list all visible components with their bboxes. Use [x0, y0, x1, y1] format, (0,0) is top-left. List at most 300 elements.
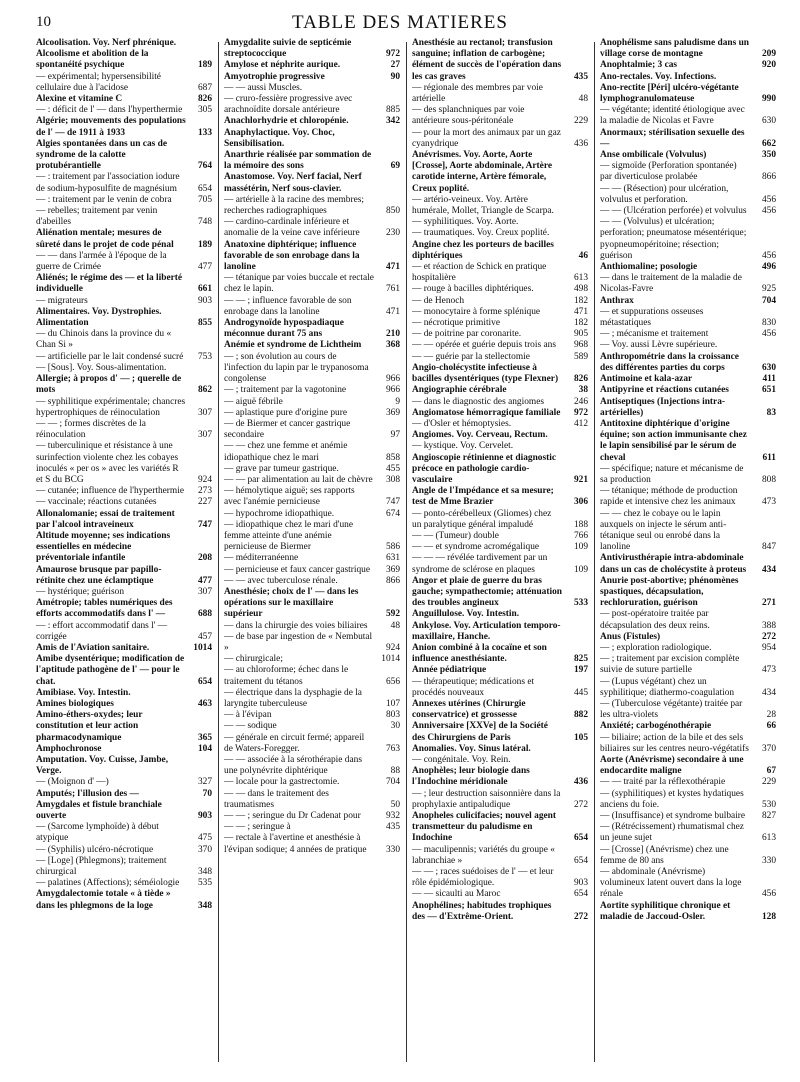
- index-entry: [36, 228, 212, 250]
- entry-text: — — traité par la réflexothérapie: [600, 777, 726, 788]
- entry-text: — artificielle par le lait condensé sucré: [36, 351, 184, 362]
- column-divider: [218, 42, 219, 1062]
- index-entry: [412, 329, 588, 340]
- entry-text: — de base par ingestion de « Nembutal »: [224, 631, 373, 653]
- index-entry: [600, 867, 776, 901]
- index-entry: [36, 800, 212, 822]
- entry-page: 656: [385, 676, 400, 687]
- index-entry: [36, 845, 212, 856]
- index-entry: [224, 576, 400, 587]
- entry-page: 97: [390, 430, 400, 441]
- index-entry: [600, 699, 776, 721]
- index-entry: [600, 822, 776, 844]
- entry-page: 342: [385, 116, 400, 127]
- index-entry: [224, 408, 400, 419]
- index-entry: [224, 94, 400, 116]
- entry-text: — traumatiques. Voy. Creux poplité.: [412, 228, 550, 239]
- entry-text: — : traitement par le venin de cobra: [36, 194, 172, 205]
- index-entry: [412, 419, 588, 430]
- entry-text: — hystérique; guérison: [36, 586, 125, 597]
- index-entry: [412, 340, 588, 351]
- entry-text: — : déficit de l' — dans l'hyperthermie: [36, 105, 183, 116]
- entry-text: — — sodique: [224, 721, 277, 732]
- entry-text: — idiopathique chez le mari d'une femme atteinte d'une anémie pernicieuse de Biermer: [224, 519, 353, 553]
- index-entry: [36, 889, 212, 911]
- index-entry: [36, 497, 212, 508]
- entry-page: 613: [573, 273, 588, 284]
- entry-text: — ; mécanisme et traitement: [600, 329, 709, 340]
- entry-text: — maculipennis; variétés du groupe « labranchiae »: [412, 844, 555, 866]
- index-entry: [36, 777, 212, 788]
- entry-text: — syphilitiques. Voy. Aorte.: [412, 217, 519, 228]
- entry-text: Aorte (Anévrisme) secondaire à une endocardite maligne: [600, 755, 744, 777]
- entry-text: — hémolytique aiguë; ses rapports avec l'anémie pernicieuse: [224, 486, 355, 508]
- entry-text: Anophélisme sans paludisme dans un village corse de montagne: [600, 38, 750, 60]
- entry-text: — tétanique; méthode de production rapide et intensive chez les animaux: [600, 486, 738, 508]
- entry-page: 348: [197, 900, 212, 911]
- entry-text: Amylose et néphrite aurique.: [224, 60, 341, 71]
- entry-page: 272: [573, 911, 588, 922]
- index-entry: [224, 419, 400, 441]
- entry-text: — tuberculinique et résistance à une surinfection violente chez les cobayes inoculés « per os » avec les variétés R et S du BCG: [36, 441, 179, 485]
- entry-text: Anurie post-abortive; phénomènes spastiques, décapsulation, rechloruration, guérison: [600, 575, 739, 609]
- index-entry: [600, 72, 776, 83]
- entry-text: — dans la chirurgie des voies biliaires: [224, 620, 368, 631]
- index-entry: [224, 755, 400, 777]
- entry-text: — à l'évipan: [224, 710, 272, 721]
- entry-text: — du Chinois dans la province du « Chan Si »: [36, 329, 172, 351]
- index-entry: [224, 150, 400, 172]
- entry-page: 229: [573, 116, 588, 127]
- index-entry: [224, 273, 400, 295]
- index-entry: [600, 60, 776, 71]
- entry-page: 189: [197, 60, 212, 71]
- entry-page: 613: [761, 833, 776, 844]
- index-entry: [224, 654, 400, 665]
- index-entry: [36, 744, 212, 755]
- entry-page: 535: [197, 878, 212, 889]
- entry-page: 272: [761, 631, 776, 642]
- entry-text: Anaphylactique. Voy. Choc, Sensibilisation.: [224, 127, 335, 149]
- entry-page: 473: [761, 497, 776, 508]
- index-entry: [224, 60, 400, 71]
- index-entry: [412, 621, 588, 643]
- entry-page: 903: [197, 295, 212, 306]
- entry-text: — grave par tumeur gastrique.: [224, 463, 339, 474]
- index-entry: [224, 733, 400, 755]
- entry-page: 477: [197, 575, 212, 586]
- index-entry: [224, 553, 400, 564]
- index-entry: [600, 721, 776, 732]
- entry-page: 630: [761, 362, 776, 373]
- entry-text: — ponto-cérébelleux (Gliomes) chez un paralytique général impaludé: [412, 508, 552, 530]
- entry-text: — de poitrine par coronarite.: [412, 329, 522, 340]
- entry-text: — cruro-fessière progressive avec arachnoïdite dorsale antérieure: [224, 94, 353, 116]
- entry-text: Antiseptiques (Injections intra-artérielles): [600, 396, 726, 418]
- index-entry: [600, 789, 776, 811]
- index-entry: [600, 262, 776, 273]
- index-entry: [412, 228, 588, 239]
- entry-page: 968: [573, 340, 588, 351]
- entry-text: Anophtalmie; 3 cas: [600, 60, 678, 71]
- entry-text: Antipyrine et réactions cutanées: [600, 385, 729, 396]
- entry-page: 803: [385, 710, 400, 721]
- entry-page: 885: [385, 105, 400, 116]
- entry-page: 463: [197, 698, 212, 709]
- index-entry: [600, 777, 776, 788]
- entry-text: Ano-rectite [Péri] ulcéro-végétante lymphogranulomateuse: [600, 82, 739, 105]
- index-entry: [600, 184, 776, 206]
- entry-page: 530: [761, 799, 776, 810]
- entry-page: 307: [197, 586, 212, 597]
- index-entry: [36, 878, 212, 889]
- index-entry: [36, 654, 212, 688]
- entry-page: 654: [573, 833, 588, 844]
- entry-page: 308: [385, 474, 400, 485]
- entry-page: 688: [197, 609, 212, 620]
- entry-text: — nécrotique primitive: [412, 318, 500, 329]
- entry-page: 208: [197, 553, 212, 564]
- entry-text: — — ; influence favorable de son enrobage dans la lanoline: [224, 295, 352, 317]
- index-entry: [36, 307, 212, 318]
- entry-page: 46: [578, 250, 588, 261]
- entry-page: 457: [197, 631, 212, 642]
- entry-text: — kystique. Voy. Cervelet.: [412, 441, 514, 452]
- index-entry: [36, 710, 212, 744]
- entry-text: — locale pour la gastrectomie.: [224, 777, 340, 788]
- entry-page: 370: [197, 844, 212, 855]
- entry-text: — méditerranéenne: [224, 553, 299, 564]
- entry-page: 70: [202, 788, 212, 799]
- index-entry: [412, 38, 588, 83]
- index-entry: [224, 464, 400, 475]
- entry-text: Anesthésie; choix de l' — dans les opérations sur le maxillaire supérieur: [224, 586, 359, 620]
- entry-text: Amis de l'Aviation sanitaire.: [36, 642, 150, 653]
- entry-text: Amygdalite suivie de septicémie streptococcique: [224, 38, 352, 60]
- entry-text: — sigmoïde (Perforation spontanée) par diverticulose prolabée: [600, 161, 737, 183]
- entry-text: Amaurose brusque par papillo-rétinite chez une éclamptique: [36, 564, 162, 586]
- entry-page: 847: [761, 542, 776, 553]
- index-entry: [600, 206, 776, 217]
- index-entry: [412, 576, 588, 610]
- entry-text: Amibiase. Voy. Intestin.: [36, 687, 131, 698]
- index-entry: [412, 766, 588, 788]
- entry-page: 128: [761, 911, 776, 922]
- entry-page: 764: [197, 161, 212, 172]
- entry-page: 9: [395, 396, 400, 407]
- index-entry: [224, 340, 400, 351]
- entry-text: — (Sarcome lymphoïde) à début atypique: [36, 822, 159, 844]
- entry-page: 473: [761, 665, 776, 676]
- entry-page: 630: [761, 116, 776, 127]
- index-entry: [412, 105, 588, 127]
- entry-page: 631: [385, 553, 400, 564]
- page-header: [0, 10, 800, 36]
- entry-page: 611: [762, 452, 776, 463]
- page-number: 10: [36, 14, 51, 30]
- entry-text: Allergie; à propos d' — ; querelle de mots: [36, 374, 182, 396]
- index-entry: [412, 385, 588, 396]
- index-entry: [224, 665, 400, 687]
- index-entry: [36, 598, 212, 620]
- entry-page: 456: [761, 889, 776, 900]
- index-entry: [224, 172, 400, 194]
- index-entry: [224, 296, 400, 318]
- index-entry: [600, 329, 776, 340]
- index-entry: [224, 565, 400, 576]
- index-entry: [600, 150, 776, 161]
- index-entry: [412, 486, 588, 508]
- index-entry: [412, 150, 588, 195]
- entry-page: 954: [761, 642, 776, 653]
- index-entry: [36, 49, 212, 71]
- entry-page: 307: [197, 430, 212, 441]
- entry-page: 761: [385, 284, 400, 295]
- entry-text: — — avec tuberculose rénale.: [224, 575, 338, 586]
- entry-text: — palatines (Affections); séméiologie: [36, 878, 180, 889]
- entry-text: Anémie et syndrome de Lichtheim: [224, 340, 362, 351]
- index-entry: [412, 677, 588, 699]
- index-entry: [36, 643, 212, 654]
- entry-page: 83: [766, 407, 776, 418]
- index-entry: [412, 453, 588, 487]
- entry-page: 109: [573, 564, 588, 575]
- page-title: TABLE DES MATIERES: [292, 12, 508, 33]
- entry-text: — — par alimentation au lait de chèvre: [224, 474, 373, 485]
- entry-page: 66: [766, 721, 776, 732]
- index-entry: [36, 755, 212, 777]
- entry-page: 210: [385, 329, 400, 340]
- index-entry: [36, 318, 212, 329]
- entry-page: 990: [761, 94, 776, 105]
- index-entry: [36, 195, 212, 206]
- entry-page: 766: [573, 530, 588, 541]
- entry-text: Angiomatose hémorragique familiale: [412, 407, 561, 418]
- entry-text: — spécifique; nature et mécanisme de sa production: [600, 463, 744, 485]
- entry-page: 586: [385, 542, 400, 553]
- entry-text: — ; traitement par excision complète suivie de suture partielle: [600, 654, 740, 676]
- entry-text: — : effort accommodatif dans l' — corrigée: [36, 620, 168, 642]
- index-entry: [600, 901, 776, 923]
- entry-text: Anniversaire [XXVe] de la Société des Chirurgiens de Paris: [412, 721, 548, 743]
- index-entry: [36, 206, 212, 228]
- entry-text: Antitoxine diphtérique d'origine équine; son action immunisante chez le lapin sensibilisé par le sérum de cheval: [600, 418, 747, 463]
- entry-page: 388: [761, 620, 776, 631]
- entry-page: 69: [390, 161, 400, 172]
- entry-text: Amibe dysentérique; modification de l'aptitude pathogène de l' — pour le chat.: [36, 654, 185, 687]
- entry-text: Angor et plaie de guerre du bras gauche; sympathectomie; atténuation des troubles angineux: [412, 575, 562, 609]
- index-entry: [36, 105, 212, 116]
- index-entry: [412, 845, 588, 867]
- entry-text: — et réaction de Schick en pratique hospitalière: [412, 262, 547, 284]
- entry-page: 369: [385, 407, 400, 418]
- index-entry: [224, 721, 400, 732]
- index-entry: [224, 83, 400, 94]
- index-entry: [224, 587, 400, 621]
- entry-text: Anguillulose. Voy. Intestin.: [412, 609, 520, 620]
- entry-page: 471: [385, 262, 400, 273]
- entry-page: 826: [197, 94, 212, 105]
- entry-text: Anachlorhydrie et chloropénie.: [224, 116, 349, 127]
- entry-page: 830: [761, 318, 776, 329]
- entry-text: — et suppurations osseuses métastatiques: [600, 306, 704, 329]
- index-entry: [412, 195, 588, 217]
- entry-text: — — opérée et guérie depuis trois ans: [412, 340, 556, 351]
- entry-text: Anthrax: [600, 295, 634, 306]
- entry-page: 107: [385, 698, 400, 709]
- entry-page: 826: [573, 374, 588, 385]
- entry-text: Amphochronose: [36, 743, 102, 754]
- entry-text: — ; leur destruction saisonnière dans la prophylaxie antipaludique: [412, 788, 561, 810]
- entry-page: 920: [761, 60, 776, 71]
- entry-text: Angiomes. Voy. Cerveau, Rectum.: [412, 430, 548, 441]
- entry-page: 704: [385, 777, 400, 788]
- index-entry: [412, 240, 588, 262]
- entry-text: — [Sous]. Voy. Sous-alimentation.: [36, 362, 167, 373]
- entry-text: — [Crosse] (Anévrisme) chez une femme de 80 ans: [600, 844, 729, 866]
- index-entry: [224, 385, 400, 396]
- index-entry: [412, 811, 588, 845]
- index-entry: [412, 509, 588, 531]
- entry-page: 855: [197, 318, 212, 329]
- index-entry: [36, 116, 212, 138]
- index-entry: [412, 531, 588, 542]
- entry-page: 436: [573, 777, 588, 788]
- entry-page: 456: [761, 329, 776, 340]
- entry-page: 475: [197, 833, 212, 844]
- index-entry: [36, 822, 212, 844]
- index-entry: [412, 789, 588, 811]
- index-entry: [224, 833, 400, 855]
- index-entry: [36, 251, 212, 273]
- entry-text: Ano-rectales. Voy. Infections.: [600, 71, 717, 82]
- entry-page: 48: [578, 94, 588, 105]
- entry-page: 533: [573, 598, 588, 609]
- index-entry: [36, 329, 212, 351]
- entry-text: — pour la mort des animaux par un gaz cyanydrique: [412, 127, 561, 149]
- entry-text: — vaccinale; réactions cutanées: [36, 497, 157, 508]
- index-entry: [224, 509, 400, 520]
- entry-text: Anormaux; stérilisation sexuelle des —: [600, 127, 745, 149]
- entry-page: 306: [573, 497, 588, 508]
- entry-page: 705: [197, 194, 212, 205]
- index-column-4: [600, 38, 776, 1068]
- entry-page: 651: [761, 385, 776, 396]
- index-entry: [224, 789, 400, 811]
- index-entry: [36, 94, 212, 105]
- entry-text: — [Loge] (Phlegmons); traitement chirurgical: [36, 855, 167, 878]
- entry-text: — migrateurs: [36, 295, 88, 306]
- entry-page: 436: [573, 138, 588, 149]
- entry-text: — pernicieuse et faux cancer gastrique: [224, 564, 371, 575]
- index-entry: [36, 509, 212, 531]
- index-entry: [600, 340, 776, 351]
- entry-text: Anthiomaline; posologie: [600, 262, 698, 273]
- entry-text: Aliénation mentale; mesures de sûreté dans le projet de code pénal: [36, 228, 174, 250]
- entry-page: 197: [573, 665, 588, 676]
- entry-page: 90: [390, 71, 400, 82]
- index-entry: [224, 777, 400, 788]
- entry-page: 827: [761, 811, 776, 822]
- entry-text: Anatoxine diphtérique; influence favorable de son enrobage dans la lanoline: [224, 239, 360, 273]
- entry-text: — tétanique par voies buccale et rectale chez le lapin.: [224, 273, 374, 295]
- entry-text: — — et syndrome acromégalique: [412, 542, 540, 553]
- entry-page: 866: [761, 172, 776, 183]
- entry-text: Amétropie; tables numériques des efforts accommodatifs dans l' —: [36, 598, 173, 620]
- entry-text: — (syphilitiques) et kystes hydatiques anciens du foie.: [600, 788, 744, 810]
- entry-page: 369: [385, 564, 400, 575]
- entry-page: 921: [573, 474, 588, 485]
- index-entry: [224, 822, 400, 833]
- entry-text: — biliaire; action de la bile et des sels biliaires sur les centres neuro-végétatifs: [600, 732, 749, 754]
- index-entry: [600, 161, 776, 183]
- entry-text: Anxiété; carbogénothérapie: [600, 721, 712, 732]
- index-entry: [600, 632, 776, 643]
- entry-page: 903: [573, 878, 588, 889]
- entry-page: 412: [573, 418, 588, 429]
- index-entry: [224, 688, 400, 710]
- entry-page: 747: [197, 519, 212, 530]
- entry-text: Alcoolisation. Voy. Nerf phrénique.: [36, 38, 177, 48]
- index-entry: [224, 352, 400, 386]
- entry-text: — — dans l'armée à l'époque de la guerre de Crimée: [36, 250, 167, 273]
- entry-page: 748: [197, 217, 212, 228]
- entry-page: 966: [385, 385, 400, 396]
- entry-page: 932: [385, 811, 400, 822]
- index-entry: [600, 307, 776, 329]
- entry-text: — rectale à l'avertine et anesthésie à l'évipan sodique; 4 années de pratique: [224, 833, 367, 855]
- entry-text: — aiguë fébrile: [224, 396, 283, 407]
- index-entry: [600, 643, 776, 654]
- entry-text: — — ; seringue à: [224, 822, 291, 833]
- index-entry: [224, 486, 400, 508]
- entry-text: — générale en circuit fermé; appareil de Waters-Foregger.: [224, 732, 365, 754]
- entry-text: Angle de l'Impédance et sa mesure; test de Mme Brazier: [412, 486, 554, 508]
- entry-text: Anarthrie réalisée par sommation de la mémoire des sons: [224, 150, 372, 172]
- entry-page: 271: [761, 598, 776, 609]
- entry-page: 862: [197, 385, 212, 396]
- entry-page: 753: [197, 351, 212, 362]
- entry-text: Angio-cholécystite infectieuse à bacilles dysentériques (type Flexner): [412, 362, 559, 385]
- index-entry: [36, 441, 212, 486]
- index-entry: [412, 721, 588, 743]
- index-entry: [600, 811, 776, 822]
- entry-text: — (Syphilis) ulcéro-nécrotique: [36, 844, 154, 855]
- index-entry: [412, 867, 588, 889]
- index-entry: [412, 643, 588, 665]
- index-entry: [600, 419, 776, 464]
- entry-page: 38: [578, 385, 588, 396]
- entry-page: 305: [197, 105, 212, 116]
- entry-text: — (Moignon d' —): [36, 777, 109, 788]
- index-entry: [412, 441, 588, 452]
- index-column-2: [224, 38, 400, 1068]
- entry-text: Anastomose. Voy. Nerf facial, Nerf massétérin, Nerf sous-clavier.: [224, 172, 362, 194]
- entry-page: 924: [385, 642, 400, 653]
- index-entry: [224, 621, 400, 632]
- entry-text: — (Tuberculose végétante) traitée par les ultra-violets: [600, 698, 743, 721]
- entry-page: 455: [385, 463, 400, 474]
- entry-page: 182: [573, 295, 588, 306]
- entry-page: 456: [761, 250, 776, 261]
- entry-text: — — guérie par la stellectomie: [412, 351, 530, 362]
- entry-page: 133: [197, 127, 212, 138]
- entry-page: 858: [385, 452, 400, 463]
- index-entry: [36, 587, 212, 598]
- index-entry: [600, 83, 776, 105]
- entry-text: — d'Osler et hémoptysies.: [412, 418, 512, 429]
- entry-page: 882: [573, 710, 588, 721]
